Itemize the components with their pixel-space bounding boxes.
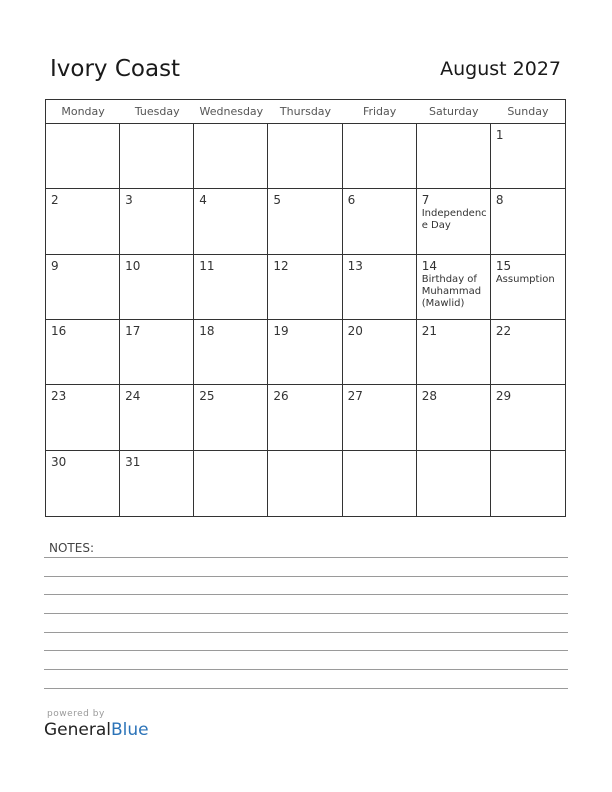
day-cell-26[interactable] [268, 385, 342, 450]
notes-label: NOTES: [49, 541, 94, 555]
day-cell-23[interactable] [46, 385, 120, 450]
day-number: 14 [421, 258, 437, 273]
day-cell-empty[interactable] [268, 124, 342, 189]
day-cell-9[interactable] [46, 255, 120, 320]
day-number: 27 [347, 389, 363, 404]
day-cell-empty[interactable] [46, 124, 120, 189]
holiday-label: Birthday of Muhammad (Mawlid) [421, 273, 482, 309]
day-cell-5[interactable] [268, 189, 342, 254]
day-number: 29 [495, 389, 512, 404]
day-cell-4[interactable] [194, 189, 268, 254]
day-cell-13[interactable] [343, 255, 417, 320]
weekday-header-friday: Friday [362, 105, 397, 118]
day-number: 19 [273, 324, 289, 338]
day-number: 11 [199, 258, 215, 273]
day-cell-8[interactable] [491, 189, 565, 254]
day-number: 16 [51, 324, 67, 338]
day-number: 28 [421, 389, 437, 404]
day-cell-7[interactable] [417, 189, 491, 254]
day-cell-2[interactable] [46, 189, 120, 254]
day-number: 24 [125, 389, 141, 404]
day-cell-empty[interactable] [120, 124, 194, 189]
notes-line [44, 669, 568, 670]
day-number: 23 [51, 389, 67, 404]
day-number: 7 [421, 193, 430, 208]
day-cell-empty[interactable] [343, 451, 417, 516]
notes-line [44, 557, 568, 558]
day-number: 4 [199, 193, 207, 208]
weekday-header-sunday: Sunday [507, 105, 549, 118]
day-cell-29[interactable] [491, 385, 565, 450]
day-number: 10 [125, 258, 141, 273]
day-cell-18[interactable] [194, 320, 268, 385]
day-cell-11[interactable] [194, 255, 268, 320]
holiday-label: Assumption [495, 273, 555, 285]
day-cell-empty[interactable] [417, 124, 491, 189]
day-cell-22[interactable] [491, 320, 565, 385]
brand-name-blue: Blue [111, 720, 149, 740]
day-number: 20 [347, 324, 363, 338]
day-number: 3 [125, 193, 133, 208]
day-number: 8 [495, 193, 504, 208]
calendar-grid [45, 99, 566, 517]
day-cell-30[interactable] [46, 451, 120, 516]
day-cell-6[interactable] [343, 189, 417, 254]
day-cell-19[interactable] [268, 320, 342, 385]
brand-logo[interactable] [44, 720, 149, 740]
day-number: 2 [51, 193, 59, 208]
day-cell-empty[interactable] [343, 124, 417, 189]
weekday-header-saturday: Saturday [428, 105, 479, 118]
day-cell-25[interactable] [194, 385, 268, 450]
weekday-header-wednesday: Wednesday [199, 105, 264, 118]
calendar-weeks [46, 124, 565, 516]
day-cell-24[interactable] [120, 385, 194, 450]
weekday-header-monday: Monday [61, 105, 105, 118]
powered-by-text: powered by [47, 709, 105, 719]
notes-line [44, 632, 568, 633]
day-number: 18 [199, 324, 215, 338]
weekday-header-row [46, 100, 565, 124]
day-number: 13 [347, 258, 363, 273]
notes-line [44, 688, 568, 689]
day-cell-28[interactable] [417, 385, 491, 450]
weekday-header-tuesday: Tuesday [134, 105, 180, 118]
day-cell-10[interactable] [120, 255, 194, 320]
day-cell-17[interactable] [120, 320, 194, 385]
day-cell-14[interactable] [417, 255, 491, 320]
day-cell-31[interactable] [120, 451, 194, 516]
day-cell-3[interactable] [120, 189, 194, 254]
day-cell-empty[interactable] [194, 451, 268, 516]
day-cell-16[interactable] [46, 320, 120, 385]
day-number: 17 [125, 324, 141, 338]
notes-line [44, 576, 568, 577]
day-cell-empty[interactable] [491, 451, 565, 516]
weekday-header-thursday: Thursday [279, 105, 332, 118]
notes-line [44, 613, 568, 614]
day-cell-empty[interactable] [417, 451, 491, 516]
day-cell-21[interactable] [417, 320, 491, 385]
day-cell-12[interactable] [268, 255, 342, 320]
month-year-title: August 2027 [440, 58, 561, 80]
day-number: 1 [495, 128, 504, 142]
day-number: 6 [347, 193, 356, 208]
notes-line [44, 594, 568, 595]
day-number: 21 [421, 324, 437, 338]
day-number: 30 [51, 454, 67, 469]
country-title: Ivory Coast [50, 56, 181, 82]
day-number: 12 [273, 258, 289, 273]
day-number: 25 [199, 389, 215, 404]
day-number: 31 [125, 454, 141, 469]
day-cell-1[interactable] [491, 124, 565, 189]
day-cell-20[interactable] [343, 320, 417, 385]
brand-name-general: General [44, 720, 111, 740]
day-number: 5 [273, 193, 282, 208]
holiday-label: Independence Day [421, 208, 487, 232]
day-number: 9 [51, 258, 59, 273]
day-number: 26 [273, 389, 289, 404]
day-number: 22 [495, 324, 512, 338]
day-cell-empty[interactable] [268, 451, 342, 516]
day-cell-15[interactable] [491, 255, 565, 320]
day-number: 15 [495, 258, 512, 273]
day-cell-empty[interactable] [194, 124, 268, 189]
day-cell-27[interactable] [343, 385, 417, 450]
notes-line [44, 650, 568, 651]
